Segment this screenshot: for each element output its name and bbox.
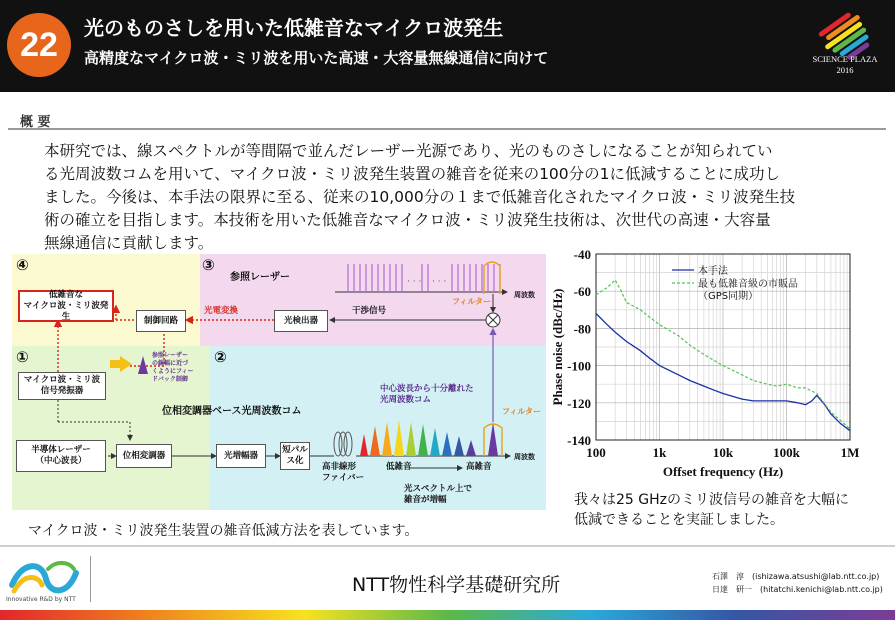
institute-name: NTT物性科学基礎研究所 <box>352 574 561 596</box>
distant-comb-label: 中心波長から十分離れた 光周波数コム <box>380 384 474 405</box>
contact-1: 石澤 淳 (ishizawa.atsushi@lab.ntt.co.jp) <box>712 572 880 581</box>
overview-line: ました。今後は、本手法の限界に至る、従来の10,000分の１まで低雑音化されたマイクロ波・ミリ波発生技 <box>44 188 796 206</box>
x-tick-label: 100k <box>773 445 800 460</box>
filter-top-label: フィルター <box>452 297 492 306</box>
noise-increase-label: 光スペクトル上で 雑音が増幅 <box>404 484 473 505</box>
photodetector-box: 光検出器 <box>274 310 328 332</box>
y-tick-label: -100 <box>567 358 591 374</box>
photoelectric-label: 光電変換 <box>204 306 239 316</box>
x-axis-label: Offset frequency (Hz) <box>662 464 784 479</box>
x-tick-label: 10k <box>712 445 734 460</box>
feedback-note: 参照レーザー の線幅に近づ くようにフィー ドバック制御 <box>152 352 194 383</box>
overview-line: 無線通信に貢献します。 <box>44 234 214 252</box>
overview-label: 概 要 <box>20 115 51 130</box>
science-plaza-name: SCIENCE PLAZA <box>812 54 878 64</box>
footer-logo-text: Innovative R&D by NTT <box>6 596 76 603</box>
x-tick-label: 1M <box>840 445 860 460</box>
ntt-logo-icon <box>8 555 80 599</box>
frequency-axis-top-label: 周波数 <box>514 291 535 299</box>
overview-line: 術の確立を目指します。本技術を用いた低雑音なマイクロ波・ミリ波発生技術は、次世代の高速・大容量 <box>44 211 771 229</box>
amplifier-box: 光増幅器 <box>216 444 266 468</box>
y-tick-label: -80 <box>573 321 591 337</box>
science-plaza-year: 2016 <box>836 65 854 75</box>
comb-label: 位相変調器ベース光周波数コム <box>162 406 302 417</box>
y-tick-label: -140 <box>567 433 591 448</box>
x-tick-label: 100 <box>586 445 606 460</box>
chart-caption <box>574 490 874 530</box>
chart-caption-line: 低減できることを実証しました。 <box>574 512 784 528</box>
reference-spectrum-lines <box>348 264 500 292</box>
y-axis-label: Phase noise (dBc/Hz) <box>550 288 565 406</box>
interference-signal-label: 干渉信号 <box>352 306 387 316</box>
hnlf-label: 高非線形 ファイバー <box>322 462 365 483</box>
seed-laser-box: 半導体レーザー （中心波長） <box>16 440 106 472</box>
svg-text:· · ·: · · · <box>432 277 447 287</box>
contact-2: 日達 研一 (hitatchi.kenichi@lab.ntt.co.jp) <box>712 585 883 594</box>
low-noise-label: 低雑音 <box>386 462 412 472</box>
poster-title: 光のものさしを用いた低雑音なマイクロ波発生 <box>84 16 504 40</box>
overview-heading <box>8 108 886 130</box>
overview-line: 本研究では、線スペクトルが等間隔で並んだレーザー光源であり、光のものさしになることが知られてい <box>44 142 773 160</box>
overview-line: る光周波数コムを用いて、マイクロ波・ミリ波発生装置の雑音を従来の100分の1に低減することに成功し <box>44 165 781 183</box>
y-tick-label: -120 <box>567 395 591 411</box>
low-noise-output-box: 低雑音な マイクロ波・ミリ波発生 <box>18 290 114 322</box>
legend-label-commercial: 最も低雑音級の市販品 <box>698 279 798 290</box>
poster-subtitle: 高精度なマイクロ波・ミリ波を用いた高速・大容量無線通信に向けて <box>84 49 549 67</box>
overview-text <box>44 140 864 255</box>
header-bar <box>0 0 895 92</box>
chart-caption-line: 我々は25 GHzのミリ波信号の雑音を大幅に <box>574 492 849 508</box>
phase-modulator-box: 位相変調器 <box>116 444 172 468</box>
legend-label-this-method: 本手法 <box>698 266 728 277</box>
noise-reduction-diagram <box>12 254 546 510</box>
comb-spectrum-triangles <box>360 420 498 456</box>
panel-3-number: ③ <box>202 256 215 274</box>
poster-number-badge: 22 <box>7 13 71 77</box>
frequency-axis-bottom-label: 周波数 <box>514 453 535 461</box>
legend-label-commercial: （GPS同期） <box>698 291 759 302</box>
x-tick-label: 1k <box>652 445 667 460</box>
panel-2-number: ② <box>214 348 227 366</box>
panel-4-number: ④ <box>16 256 29 274</box>
reference-laser-label: 参照レーザー <box>230 272 290 283</box>
y-tick-label: -40 <box>573 248 591 262</box>
filter-bottom-label: フィルター <box>502 407 542 416</box>
high-noise-label: 高雑音 <box>466 462 492 472</box>
diagram-caption: マイクロ波・ミリ波発生装置の雑音低減方法を表しています。 <box>28 523 419 539</box>
science-plaza-text <box>800 54 890 76</box>
phase-noise-chart <box>548 248 878 480</box>
y-tick-label: -60 <box>573 284 591 300</box>
short-pulse-box: 短パル ス化 <box>280 442 310 470</box>
rainbow-stripe <box>0 610 895 620</box>
microwave-oscillator-box: マイクロ波・ミリ波 信号発振器 <box>18 372 106 400</box>
svg-text:· · ·: · · · <box>407 277 422 287</box>
footer-divider <box>90 556 91 602</box>
panel-1-number: ① <box>16 348 29 366</box>
control-circuit-box: 制御回路 <box>136 310 186 332</box>
